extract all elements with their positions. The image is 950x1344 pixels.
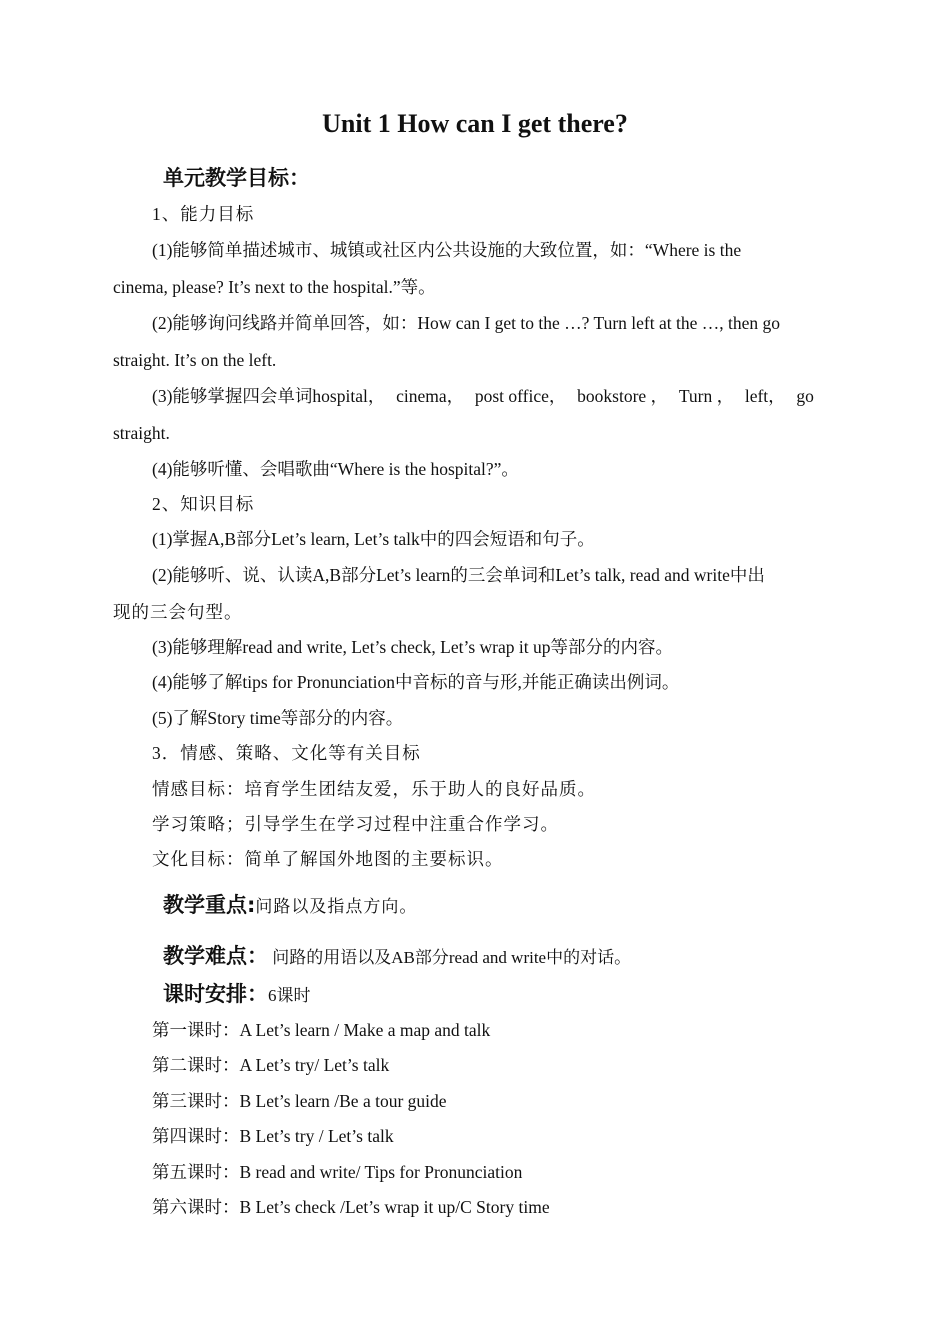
- key-point-text: 问路以及指点方向。: [255, 897, 418, 916]
- schedule-text: 6课时: [268, 986, 311, 1005]
- schedule-heading: [163, 979, 311, 1011]
- vocab-word: post office，: [474, 386, 567, 406]
- key-point-label: 教学重点:: [163, 893, 256, 917]
- schedule-label: 课时安排：: [163, 982, 268, 1006]
- key-point-heading: [163, 890, 417, 922]
- lesson-item: 第一课时：A Let’s learn / Make a map and talk: [152, 1020, 491, 1040]
- vocab-word: hospital，: [312, 386, 386, 406]
- objectives-heading: 单元教学目标：: [163, 166, 310, 190]
- page-title: Unit 1 How can I get there?: [322, 109, 628, 138]
- vocab-word: go: [796, 386, 814, 406]
- ability-goal-3: [152, 384, 814, 408]
- ability-goals-heading: 1、能力目标: [152, 204, 255, 224]
- ability-goal-3-cont: straight.: [113, 423, 170, 443]
- vocab-word: bookstore ，: [577, 386, 669, 406]
- lesson-item: 第四课时：B Let’s try / Let’s talk: [152, 1126, 394, 1146]
- knowledge-goals-heading: 2、知识目标: [152, 494, 255, 514]
- difficulty-text: 问路的用语以及AB部分read and write中的对话。: [268, 948, 632, 967]
- knowledge-goal-2: (2)能够听、说、认读A,B部分Let’s learn的三会单词和Let’s talk, read and write中出: [152, 565, 765, 585]
- knowledge-goal-5: (5)了解Story time等部分的内容。: [152, 708, 404, 728]
- lesson-item: 第三课时：B Let’s learn /Be a tour guide: [152, 1091, 447, 1111]
- ability-goal-1-cont: cinema, please? It’s next to the hospital.”等。: [113, 277, 436, 297]
- vocab-word: cinema，: [396, 386, 465, 406]
- ability-goal-4: (4)能够听懂、会唱歌曲“Where is the hospital?”。: [152, 459, 519, 479]
- knowledge-goal-2-cont: 现的三会句型。: [113, 602, 243, 622]
- knowledge-goal-4: (4)能够了解tips for Pronunciation中音标的音与形,并能正确读出例词。: [152, 672, 680, 692]
- culture-goal: 文化目标：简单了解国外地图的主要标识。: [152, 849, 504, 869]
- ability-goal-1: (1)能够简单描述城市、城镇或社区内公共设施的大致位置，如：“Where is the: [152, 240, 742, 260]
- difficulty-label: 教学难点：: [163, 944, 268, 968]
- knowledge-goal-1: (1)掌握A,B部分Let’s learn, Let’s talk中的四会短语和句子。: [152, 529, 595, 549]
- lesson-item: 第二课时：A Let’s try/ Let’s talk: [152, 1055, 390, 1075]
- ability-goal-3-label: (3)能够掌握四会单词: [152, 386, 313, 406]
- affective-goals-heading: 3．情感、策略、文化等有关目标: [152, 743, 421, 763]
- strategy-goal: 学习策略；引导学生在学习过程中注重合作学习。: [152, 814, 559, 834]
- emotion-goal: 情感目标：培育学生团结友爱，乐于助人的良好品质。: [152, 779, 596, 799]
- ability-goal-2-cont: straight. It’s on the left.: [113, 350, 277, 370]
- knowledge-goal-3: (3)能够理解read and write, Let’s check, Let’s wrap it up等部分的内容。: [152, 637, 673, 657]
- lesson-item: 第六课时：B Let’s check /Let’s wrap it up/C Story time: [152, 1197, 550, 1217]
- vocab-word: Turn ，: [678, 386, 735, 406]
- vocab-word: left，: [744, 386, 786, 406]
- ability-goal-2: (2)能够询问线路并简单回答，如：How can I get to the …? Turn left at the …, then go: [152, 313, 780, 333]
- lesson-item: 第五课时：B read and write/ Tips for Pronunciation: [152, 1162, 523, 1182]
- difficulty-heading: [163, 941, 631, 973]
